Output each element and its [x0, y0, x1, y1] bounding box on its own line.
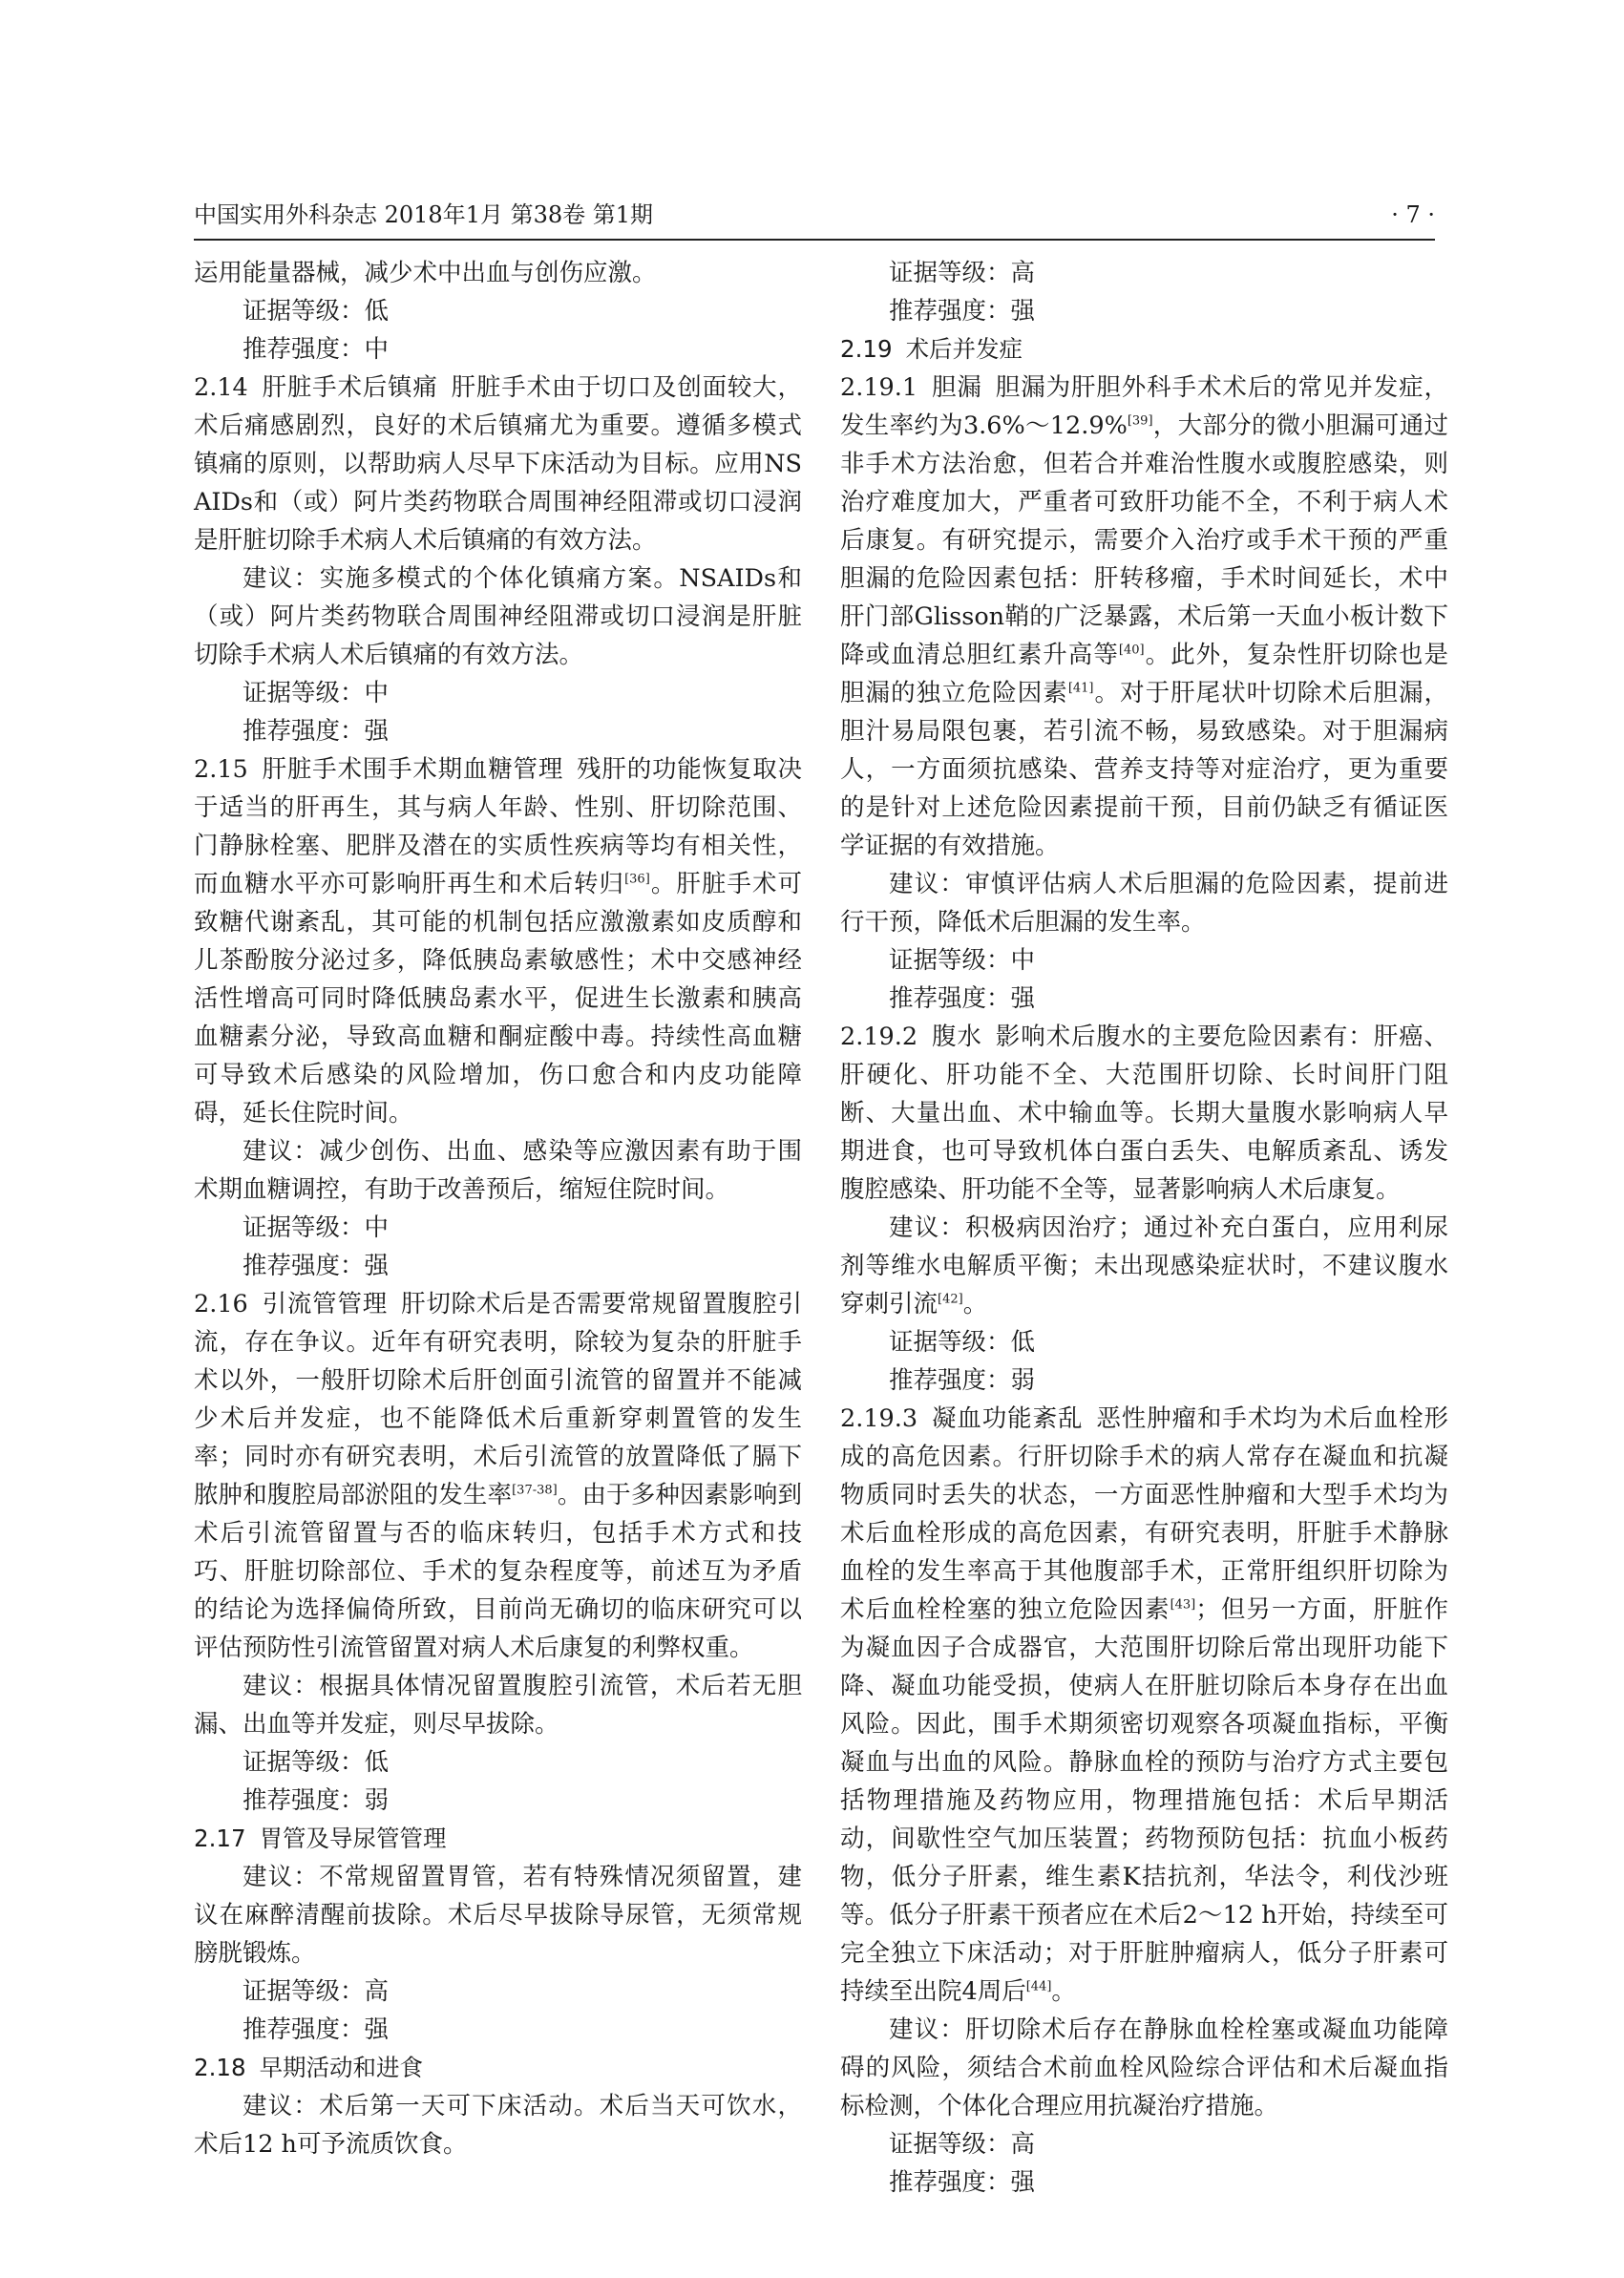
section-number: 2.18	[194, 2054, 246, 2081]
right-column	[840, 254, 1448, 2202]
paragraph-text: 。由于多种因素影响到术后引流管留置与否的临床转归，包括手术方式和技巧、肝脏切除部位、手术的复杂程度等，前述互为矛盾的结论为选择偏倚所致，目前尚无确切的临床研究可以评估预防性引流管留置对病人术后康复的利弊权重。	[194, 1481, 802, 1662]
citation: [37-38]	[512, 1483, 558, 1498]
section-number: 2.19.2	[840, 1023, 918, 1051]
section-paragraph	[840, 1400, 1448, 2011]
evidence-grade-line	[840, 941, 1448, 980]
grade-text: 证据等级：高	[889, 259, 1036, 287]
evidence-grade-line	[194, 674, 802, 712]
paragraph-text: 建议：实施多模式的个体化镇痛方案。NSAIDs和（或）阿片类药物联合周围神经阻滞或切口浸润是肝脏切除手术病人术后镇痛的有效方法。	[194, 564, 802, 669]
grade-text: 证据等级：中	[889, 946, 1036, 975]
section-number: 2.15	[194, 755, 248, 784]
grade-text: 证据等级：低	[889, 1328, 1036, 1357]
grade-text: 推荐强度：强	[889, 2168, 1036, 2197]
evidence-grade-line	[194, 292, 802, 330]
evidence-grade-line	[840, 254, 1448, 292]
recommendation-paragraph	[840, 1209, 1448, 1323]
citation: [39]	[1127, 413, 1153, 429]
section-title: 引流管管理	[261, 1290, 389, 1318]
section-heading	[840, 330, 1448, 369]
evidence-grade-line	[840, 1323, 1448, 1361]
evidence-grade-line	[194, 712, 802, 750]
grade-text: 证据等级：中	[243, 679, 390, 707]
grade-text: 证据等级：高	[889, 2130, 1036, 2159]
running-header	[194, 200, 1435, 241]
evidence-grade-line	[840, 2125, 1448, 2163]
paragraph-text: 建议：减少创伤、出血、感染等应激因素有助于围术期血糖调控，有助于改善预后，缩短住院时间。	[194, 1137, 802, 1204]
section-number: 2.19.1	[840, 373, 918, 402]
evidence-grade-line	[194, 1972, 802, 2011]
paragraph-text: 残肝的功能恢复取决于适当的肝再生，其与病人年龄、性别、肝切除范围、门静脉栓塞、肥胖及潜在的实质性疾病等均有相关性，而血糖水平亦可影响肝再生和术后转归	[194, 755, 802, 898]
grade-text: 证据等级：低	[243, 1748, 390, 1777]
section-title: 腹水	[931, 1023, 982, 1051]
section-heading	[194, 2049, 802, 2087]
grade-text: 推荐强度：强	[243, 2015, 390, 2044]
recommendation-paragraph	[194, 1667, 802, 1743]
grade-text: 证据等级：低	[243, 297, 390, 326]
paragraph-text: 建议：不常规留置胃管，若有特殊情况须留置，建议在麻醉清醒前拔除。术后尽早拔除导尿管，无须常规膀胱锻炼。	[194, 1863, 802, 1968]
grade-text: 推荐强度：强	[243, 1252, 390, 1280]
grade-text: 推荐强度：强	[889, 984, 1036, 1013]
evidence-grade-line	[194, 1247, 802, 1285]
paragraph-text: ；但另一方面，肝脏作为凝血因子合成器官，大范围肝切除后常出现肝功能下降、凝血功能受损，使病人在肝脏切除后本身存在出血风险。因此，围手术期须密切观察各项凝血指标，平衡凝血与出血的风险。静脉血栓的预防与治疗方式主要包括物理措施及药物应用，物理措施包括：术后早期活动，间歇性空气加压装置；药物预防包括：抗血小板药物，低分子肝素，维生素K拮抗剂，华法令，利伐沙班等。低分子肝素干预者应在术后2～12 h开始，持续至可完全独立下床活动；对于肝脏肿瘤病人，低分子肝素可持续至出院4周后	[840, 1595, 1448, 2006]
grade-text: 证据等级：高	[243, 1977, 390, 2006]
evidence-grade-line	[194, 1743, 802, 1782]
paragraph-text: 肝脏手术由于切口及创面较大，术后痛感剧烈，良好的术后镇痛尤为重要。遵循多模式镇痛的原则，以帮助病人尽早下床活动为目标。应用NSAIDs和（或）阿片类药物联合周围神经阻滞或切口浸润是肝脏切除手术病人术后镇痛的有效方法。	[194, 373, 802, 555]
recommendation-paragraph	[840, 2011, 1448, 2125]
section-number: 2.14	[194, 373, 248, 402]
paragraph-text: 。肝脏手术可致糖代谢紊乱，其可能的机制包括应激激素如皮质醇和儿茶酚胺分泌过多，降低胰岛素敏感性；术中交感神经活性增高可同时降低胰岛素水平，促进生长激素和胰高血糖素分泌，导致高血糖和酮症酸中毒。持续性高血糖可导致术后感染的风险增加，伤口愈合和内皮功能障碍，延长住院时间。	[194, 870, 802, 1128]
grade-text: 推荐强度：中	[243, 335, 390, 364]
paragraph-text: 。	[962, 1290, 988, 1318]
grade-text: 证据等级：中	[243, 1213, 390, 1242]
evidence-grade-line	[194, 2011, 802, 2049]
section-paragraph	[840, 1018, 1448, 1209]
paragraph-text: 运用能量器械，减少术中出血与创伤应激。	[194, 259, 657, 287]
evidence-grade-line	[840, 2163, 1448, 2202]
grade-text: 推荐强度：弱	[889, 1366, 1036, 1395]
section-paragraph	[194, 369, 802, 559]
paragraph-text: 。对于肝尾状叶切除术后胆漏，胆汁易局限包裹，若引流不畅，易致感染。对于胆漏病人，一方面须抗感染、营养支持等对症治疗，更为重要的是针对上述危险因素提前干预，目前仍缺乏有循证医学证据的有效措施。	[840, 679, 1448, 860]
citation: [44]	[1025, 1979, 1052, 1994]
paragraph-text: 。	[1051, 1977, 1076, 2006]
section-paragraph	[194, 750, 802, 1132]
paragraph-text: 建议：审慎评估病人术后胆漏的危险因素，提前进行干预，降低术后胆漏的发生率。	[840, 870, 1448, 937]
paragraph-text: 建议：积极病因治疗；通过补充白蛋白，应用利尿剂等维水电解质平衡；未出现感染症状时，不建议腹水穿刺引流	[840, 1213, 1448, 1318]
section-title: 胃管及导尿管管理	[259, 1825, 447, 1852]
evidence-grade-line	[194, 1782, 802, 1820]
grade-text: 推荐强度：强	[889, 297, 1036, 326]
journal-title: 中国实用外科杂志 2018年1月 第38卷 第1期	[194, 201, 654, 228]
section-title: 凝血功能紊乱	[931, 1404, 1084, 1433]
evidence-grade-line	[194, 1209, 802, 1247]
section-heading	[194, 1820, 802, 1858]
recommendation-paragraph	[194, 1858, 802, 1972]
paragraph-text: 建议：术后第一天可下床活动。术后当天可饮水，术后12 h可予流质饮食。	[194, 2092, 802, 2159]
paragraph-text: 肝切除术后是否需要常规留置腹腔引流，存在争议。近年有研究表明，除较为复杂的肝脏手术以外，一般肝切除术后肝创面引流管的留置并不能减少术后并发症，也不能降低术后重新穿刺置管的发生率；同时亦有研究表明，术后引流管的放置降低了膈下脓肿和腹腔局部淤阻的发生率	[194, 1290, 802, 1509]
citation: [43]	[1170, 1597, 1196, 1613]
recommendation-paragraph	[194, 559, 802, 674]
paragraph-text: 影响术后腹水的主要危险因素有：肝癌、肝硬化、肝功能不全、大范围肝切除、长时间肝门阻断、大量出血、术中输血等。长期大量腹水影响病人早期进食，也可导致机体白蛋白丢失、电解质紊乱、诱发腹腔感染、肝功能不全等，显著影响病人术后康复。	[840, 1023, 1448, 1204]
section-paragraph	[194, 1285, 802, 1667]
section-number: 2.19	[840, 335, 893, 363]
section-title: 肝脏手术后镇痛	[261, 373, 438, 402]
paragraph-text: 建议：肝切除术后存在静脉血栓栓塞或凝血功能障碍的风险，须结合术前血栓风险综合评估和术后凝血指标检测，个体化合理应用抗凝治疗措施。	[840, 2015, 1448, 2120]
paragraph-text: 建议：根据具体情况留置腹腔引流管，术后若无胆漏、出血等并发症，则尽早拔除。	[194, 1672, 802, 1739]
recommendation-paragraph	[194, 2087, 802, 2163]
citation: [36]	[624, 872, 650, 887]
citation: [40]	[1118, 643, 1145, 658]
continued-paragraph	[194, 254, 802, 292]
recommendation-paragraph	[840, 865, 1448, 941]
page-number: · 7 ·	[1391, 201, 1435, 228]
paragraph-text: ，大部分的微小胆漏可通过非手术方法治愈，但若合并难治性腹水或腹腔感染，则治疗难度加大，严重者可致肝功能不全，不利于病人术后康复。有研究提示，需要介入治疗或手术干预的严重胆漏的危险因素包括：肝转移瘤，手术时间延长，术中肝门部Glisson鞘的广泛暴露，术后第一天血小板计数下降或血清总胆红素升高等	[840, 411, 1448, 669]
section-title: 早期活动和进食	[259, 2054, 424, 2081]
evidence-grade-line	[840, 292, 1448, 330]
citation: [41]	[1067, 681, 1094, 696]
paragraph-text: 。此外，复杂性肝切除也是胆漏的独立危险因素	[840, 641, 1448, 707]
section-title: 胆漏	[931, 373, 982, 402]
left-column	[194, 254, 802, 2163]
paragraph-text: 胆漏为肝胆外科手术术后的常见并发症，发生率约为3.6%～12.9%	[840, 373, 1448, 440]
grade-text: 推荐强度：强	[243, 717, 390, 746]
evidence-grade-line	[194, 330, 802, 369]
section-title: 术后并发症	[905, 335, 1023, 363]
evidence-grade-line	[840, 1361, 1448, 1400]
section-paragraph	[840, 369, 1448, 865]
paragraph-text: 恶性肿瘤和手术均为术后血栓形成的高危因素。行肝切除手术的病人常存在凝血和抗凝物质同时丢失的状态，一方面恶性肿瘤和大型手术均为术后血栓形成的高危因素，有研究表明，肝脏手术静脉血栓的发生率高于其他腹部手术，正常肝组织肝切除为术后血栓栓塞的独立危险因素	[840, 1404, 1448, 1624]
section-number: 2.19.3	[840, 1404, 918, 1433]
evidence-grade-line	[840, 980, 1448, 1018]
recommendation-paragraph	[194, 1132, 802, 1209]
section-title: 肝脏手术围手术期血糖管理	[261, 755, 564, 784]
citation: [42]	[938, 1292, 963, 1307]
section-number: 2.17	[194, 1825, 246, 1852]
section-number: 2.16	[194, 1290, 248, 1318]
grade-text: 推荐强度：弱	[243, 1786, 390, 1815]
